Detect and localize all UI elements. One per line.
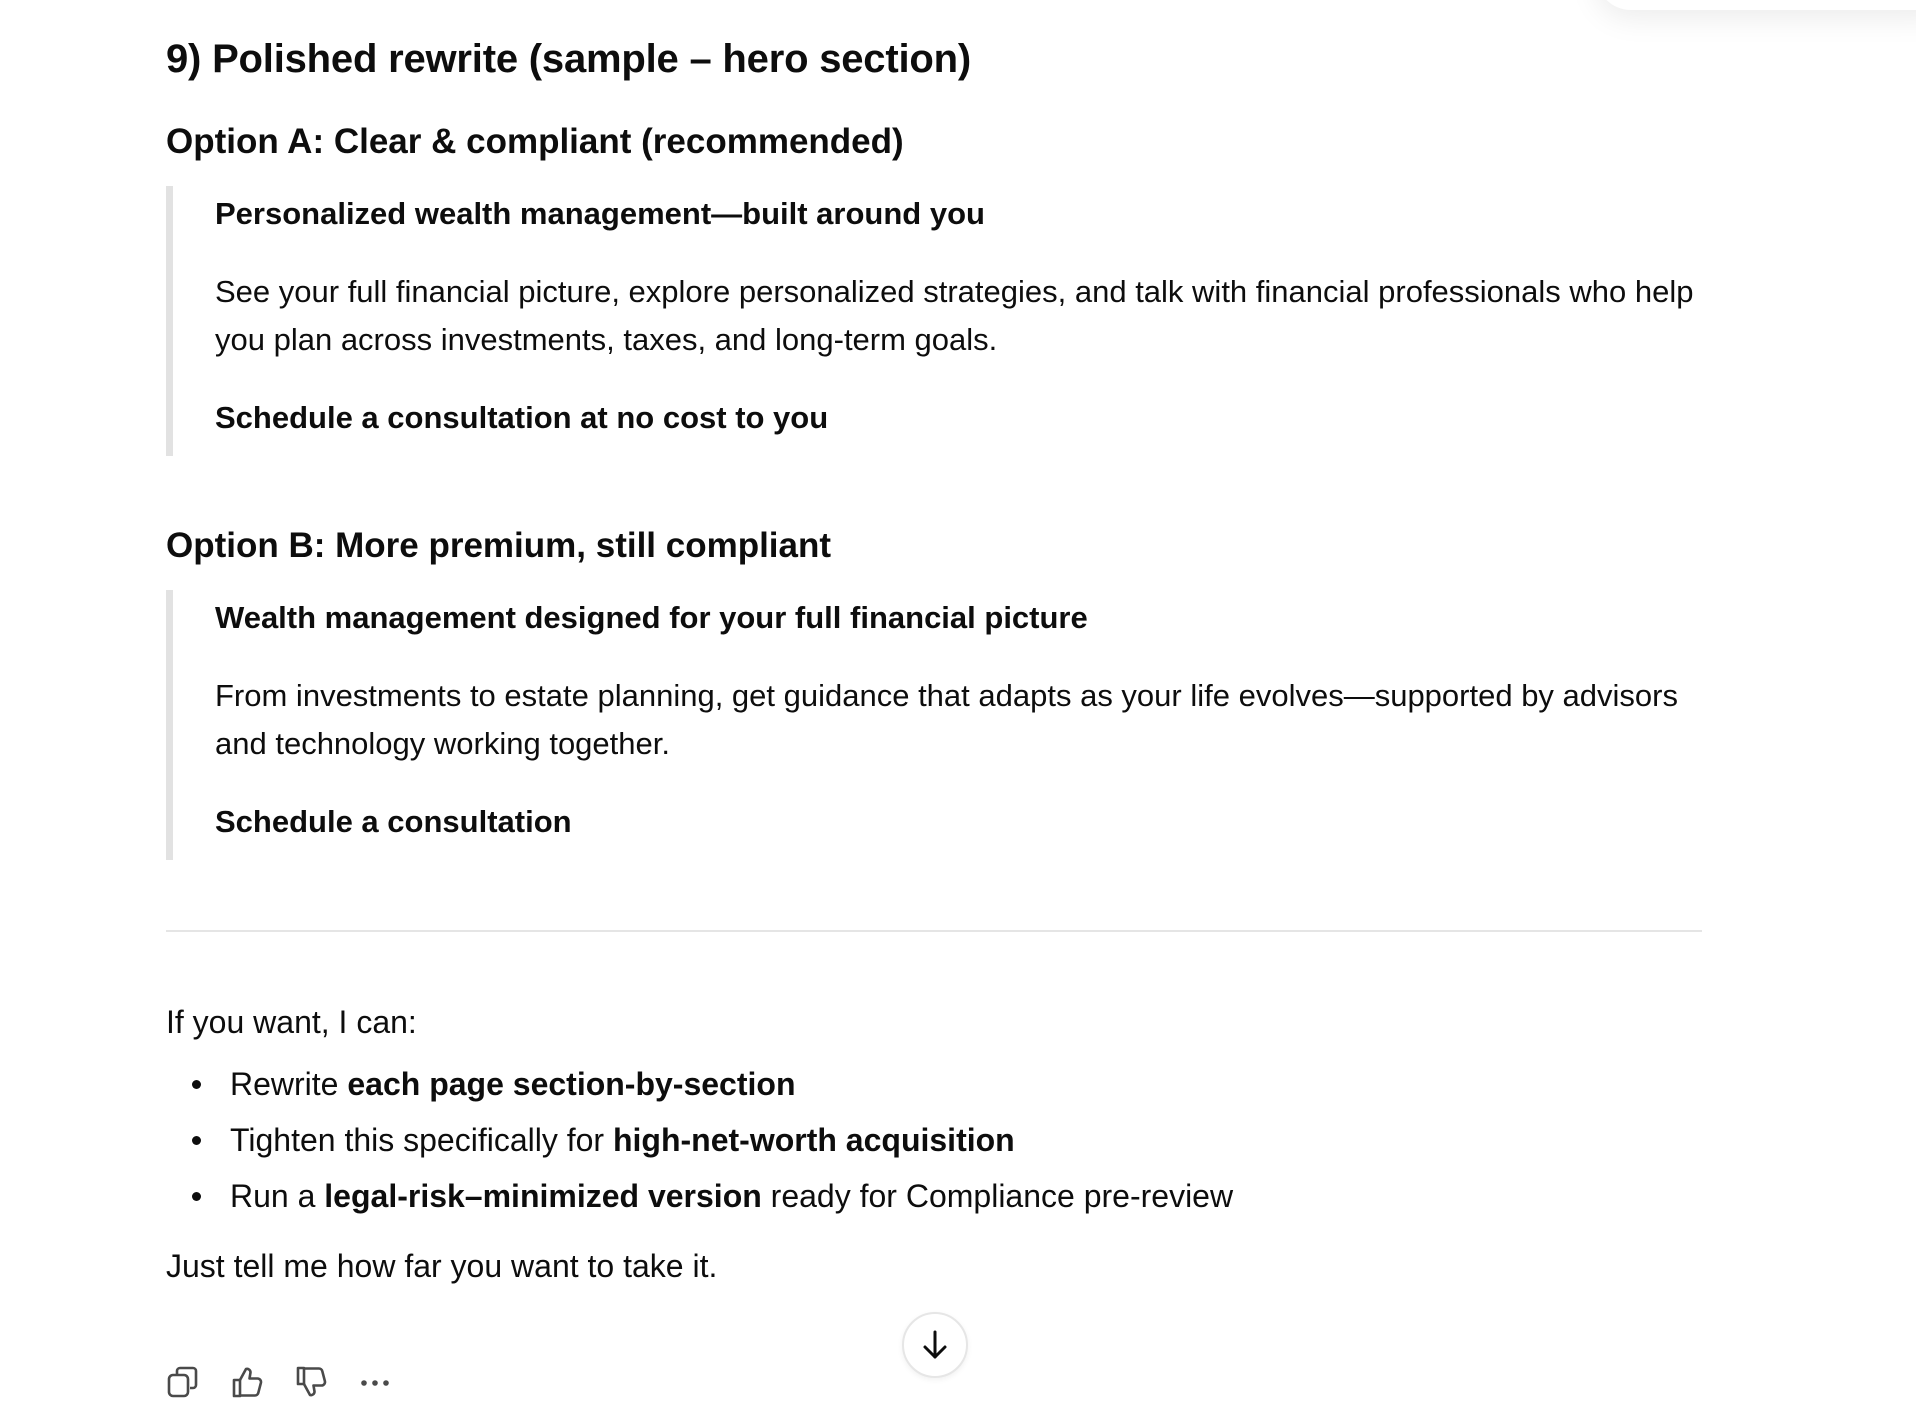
option-a-title: Option A: Clear & compliant (recommended) [166, 122, 904, 161]
option-b-quote [166, 590, 1702, 860]
list-item: Tighten this specifically for high-net-worth acquisition [166, 1116, 1702, 1172]
copy-button[interactable] [166, 1365, 200, 1399]
followup-intro: If you want, I can: [166, 1004, 417, 1040]
arrow-down-icon [920, 1329, 950, 1361]
copy-icon [166, 1365, 200, 1399]
option-a-headline: Personalized wealth management—built around you [215, 196, 985, 231]
suggestion-list [166, 1060, 1702, 1228]
option-a-quote [166, 186, 1702, 456]
option-b-body: From investments to estate planning, get guidance that adapts as your life evolves—supported by advisors and technology working together. [215, 678, 1678, 761]
good-response-button[interactable] [230, 1365, 264, 1399]
option-b-cta: Schedule a consultation [215, 804, 572, 839]
option-b-headline: Wealth management designed for your full financial picture [215, 600, 1088, 635]
option-b-title: Option B: More premium, still compliant [166, 526, 832, 565]
option-a-body: See your full financial picture, explore personalized strategies, and talk with financial professionals who help you plan across investments, taxes, and long-term goals. [215, 274, 1694, 357]
thumbs-up-icon [230, 1365, 264, 1399]
scroll-to-bottom-button[interactable] [902, 1312, 968, 1378]
more-actions-button[interactable] [358, 1365, 392, 1399]
assistant-message [166, 30, 1702, 1290]
top-right-shadow [1596, 0, 1916, 10]
closing-text: Just tell me how far you want to take it. [166, 1248, 718, 1284]
bad-response-button[interactable] [294, 1365, 328, 1399]
option-a-cta: Schedule a consultation at no cost to you [215, 400, 829, 435]
section-title: 9) Polished rewrite (sample – hero section) [166, 37, 971, 81]
list-item: Rewrite each page section-by-section [166, 1060, 1702, 1116]
message-actions [166, 1365, 392, 1399]
more-horizontal-icon [358, 1365, 392, 1399]
thumbs-down-icon [294, 1365, 328, 1399]
list-item: Run a legal-risk–minimized version ready for Compliance pre-review [166, 1172, 1702, 1228]
